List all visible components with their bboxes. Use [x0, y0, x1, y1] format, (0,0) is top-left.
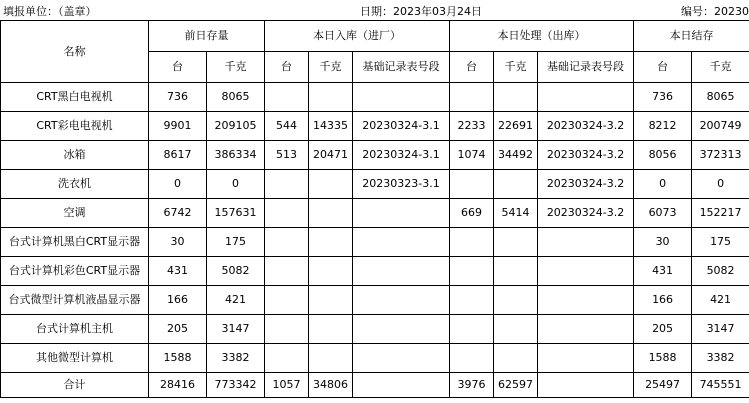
- report-header: [0, 0, 749, 20]
- cell-out-count[interactable]: [450, 257, 494, 286]
- cell-name[interactable]: 洗衣机: [1, 170, 149, 199]
- cell-prev-count[interactable]: 1588: [149, 344, 207, 373]
- cell-close-count[interactable]: 6073: [634, 199, 692, 228]
- table-total-row: [1, 373, 749, 398]
- cell-close-count[interactable]: 0: [634, 170, 692, 199]
- cell-prev-count[interactable]: 28416: [149, 373, 207, 398]
- cell-prev-count[interactable]: 736: [149, 83, 207, 112]
- cell-prev-count[interactable]: 0: [149, 170, 207, 199]
- cell-prev-count[interactable]: 30: [149, 228, 207, 257]
- cell-out-kg[interactable]: 62597: [494, 373, 538, 398]
- cell-out-count[interactable]: [450, 83, 494, 112]
- cell-close-kg[interactable]: 3147: [692, 315, 749, 344]
- cell-out-kg[interactable]: [494, 228, 538, 257]
- fill-unit-label: 填报单位：（盖章）: [3, 5, 97, 18]
- cell-out-basis[interactable]: [538, 315, 634, 344]
- column-header-processed[interactable]: 本日处理（出库）: [450, 21, 634, 52]
- cell-in-kg[interactable]: [309, 286, 353, 315]
- cell-prev-kg[interactable]: 421: [207, 286, 265, 315]
- cell-prev-kg[interactable]: 386334: [207, 141, 265, 170]
- subheader-out-count[interactable]: 台: [450, 52, 494, 83]
- cell-close-kg[interactable]: 745551: [692, 373, 749, 398]
- cell-in-count[interactable]: [265, 83, 309, 112]
- column-header-prev-stock[interactable]: 前日存量: [149, 21, 265, 52]
- cell-close-count[interactable]: 1588: [634, 344, 692, 373]
- cell-in-kg[interactable]: [309, 228, 353, 257]
- table-row: [1, 83, 749, 112]
- cell-in-count[interactable]: [265, 170, 309, 199]
- cell-close-kg[interactable]: 175: [692, 228, 749, 257]
- cell-in-basis[interactable]: [353, 83, 450, 112]
- subheader-in-basis[interactable]: 基础记录表号段: [353, 52, 450, 83]
- table-row: [1, 257, 749, 286]
- cell-in-count[interactable]: [265, 344, 309, 373]
- table-row: [1, 228, 749, 257]
- cell-out-kg[interactable]: [494, 286, 538, 315]
- cell-in-basis[interactable]: [353, 257, 450, 286]
- cell-close-kg[interactable]: 8065: [692, 83, 749, 112]
- cell-in-basis[interactable]: [353, 286, 450, 315]
- cell-in-count[interactable]: [265, 257, 309, 286]
- cell-close-count[interactable]: 736: [634, 83, 692, 112]
- cell-in-kg[interactable]: 34806: [309, 373, 353, 398]
- cell-name[interactable]: 其他微型计算机: [1, 344, 149, 373]
- table-row: [1, 344, 749, 373]
- cell-name[interactable]: 合计: [1, 373, 149, 398]
- cell-out-kg[interactable]: 5414: [494, 199, 538, 228]
- subheader-close-count[interactable]: 台: [634, 52, 692, 83]
- cell-in-count[interactable]: [265, 315, 309, 344]
- cell-out-kg[interactable]: [494, 257, 538, 286]
- cell-close-kg[interactable]: 372313: [692, 141, 749, 170]
- cell-prev-kg[interactable]: 175: [207, 228, 265, 257]
- cell-in-kg[interactable]: [309, 83, 353, 112]
- cell-in-basis[interactable]: [353, 199, 450, 228]
- cell-out-kg[interactable]: [494, 83, 538, 112]
- cell-prev-kg[interactable]: 3382: [207, 344, 265, 373]
- cell-prev-count[interactable]: 431: [149, 257, 207, 286]
- cell-out-basis[interactable]: 20230324-3.2: [538, 141, 634, 170]
- cell-close-kg[interactable]: 0: [692, 170, 749, 199]
- cell-close-count[interactable]: 166: [634, 286, 692, 315]
- table-row: [1, 315, 749, 344]
- cell-name[interactable]: CRT黑白电视机: [1, 83, 149, 112]
- cell-name[interactable]: 空调: [1, 199, 149, 228]
- table-row: [1, 286, 749, 315]
- cell-out-kg[interactable]: [494, 315, 538, 344]
- cell-name[interactable]: 台式计算机黑白CRT显示器: [1, 228, 149, 257]
- cell-out-basis[interactable]: 20230324-3.2: [538, 112, 634, 141]
- cell-out-basis[interactable]: [538, 257, 634, 286]
- cell-prev-kg[interactable]: 773342: [207, 373, 265, 398]
- report-serial-number: 编号：20230: [681, 5, 749, 18]
- cell-in-basis[interactable]: 20230324-3.1: [353, 112, 450, 141]
- cell-in-basis[interactable]: [353, 344, 450, 373]
- cell-name[interactable]: 台式计算机彩色CRT显示器: [1, 257, 149, 286]
- cell-out-count[interactable]: 2233: [450, 112, 494, 141]
- cell-in-basis[interactable]: 20230323-3.1: [353, 170, 450, 199]
- cell-out-basis[interactable]: [538, 83, 634, 112]
- cell-prev-count[interactable]: 166: [149, 286, 207, 315]
- cell-close-count[interactable]: 205: [634, 315, 692, 344]
- cell-out-basis[interactable]: [538, 373, 634, 398]
- cell-out-count[interactable]: 1074: [450, 141, 494, 170]
- cell-close-count[interactable]: 25497: [634, 373, 692, 398]
- table-row: [1, 141, 749, 170]
- cell-out-kg[interactable]: [494, 170, 538, 199]
- cell-prev-kg[interactable]: 157631: [207, 199, 265, 228]
- subheader-in-kg[interactable]: 千克: [309, 52, 353, 83]
- cell-in-kg[interactable]: [309, 344, 353, 373]
- cell-in-basis[interactable]: 20230324-3.1: [353, 141, 450, 170]
- table-row: [1, 112, 749, 141]
- cell-in-count[interactable]: [265, 199, 309, 228]
- subheader-in-count[interactable]: 台: [265, 52, 309, 83]
- table-row: [1, 199, 749, 228]
- cell-prev-count[interactable]: 8617: [149, 141, 207, 170]
- cell-close-kg[interactable]: 5082: [692, 257, 749, 286]
- cell-prev-count[interactable]: 6742: [149, 199, 207, 228]
- cell-in-kg[interactable]: [309, 257, 353, 286]
- table-body: [1, 83, 749, 398]
- cell-prev-kg[interactable]: 209105: [207, 112, 265, 141]
- cell-name[interactable]: 台式计算机主机: [1, 315, 149, 344]
- table-row: [1, 170, 749, 199]
- cell-close-kg[interactable]: 3382: [692, 344, 749, 373]
- cell-out-count[interactable]: [450, 344, 494, 373]
- cell-close-count[interactable]: 431: [634, 257, 692, 286]
- cell-in-kg[interactable]: 14335: [309, 112, 353, 141]
- cell-out-count[interactable]: [450, 286, 494, 315]
- cell-out-count[interactable]: 3976: [450, 373, 494, 398]
- cell-in-kg[interactable]: [309, 315, 353, 344]
- cell-in-count[interactable]: 513: [265, 141, 309, 170]
- cell-out-count[interactable]: [450, 315, 494, 344]
- cell-out-kg[interactable]: [494, 344, 538, 373]
- cell-out-count[interactable]: [450, 170, 494, 199]
- inventory-table: [0, 20, 749, 398]
- subheader-close-kg[interactable]: 千克: [692, 52, 749, 83]
- cell-out-basis[interactable]: 20230324-3.2: [538, 170, 634, 199]
- cell-prev-kg[interactable]: 3147: [207, 315, 265, 344]
- column-header-closing[interactable]: 本日结存: [634, 21, 749, 52]
- cell-out-basis[interactable]: 20230324-3.2: [538, 199, 634, 228]
- column-header-name[interactable]: 名称: [1, 21, 149, 83]
- subheader-out-kg[interactable]: 千克: [494, 52, 538, 83]
- cell-prev-kg[interactable]: 5082: [207, 257, 265, 286]
- cell-in-count[interactable]: [265, 228, 309, 257]
- cell-in-basis[interactable]: [353, 315, 450, 344]
- cell-prev-kg[interactable]: 8065: [207, 83, 265, 112]
- column-header-inbound[interactable]: 本日入库（进厂）: [265, 21, 450, 52]
- cell-in-count[interactable]: 544: [265, 112, 309, 141]
- cell-out-kg[interactable]: 34492: [494, 141, 538, 170]
- cell-out-basis[interactable]: [538, 344, 634, 373]
- subheader-prev-kg[interactable]: 千克: [207, 52, 265, 83]
- cell-in-count[interactable]: [265, 286, 309, 315]
- cell-out-count[interactable]: 669: [450, 199, 494, 228]
- cell-name[interactable]: CRT彩电电视机: [1, 112, 149, 141]
- cell-in-kg[interactable]: 20471: [309, 141, 353, 170]
- cell-in-basis[interactable]: [353, 228, 450, 257]
- cell-in-kg[interactable]: [309, 199, 353, 228]
- cell-prev-kg[interactable]: 0: [207, 170, 265, 199]
- cell-close-count[interactable]: 8056: [634, 141, 692, 170]
- cell-out-count[interactable]: [450, 228, 494, 257]
- cell-close-count[interactable]: 8212: [634, 112, 692, 141]
- cell-name[interactable]: 冰箱: [1, 141, 149, 170]
- cell-close-kg[interactable]: 200749: [692, 112, 749, 141]
- cell-close-kg[interactable]: 421: [692, 286, 749, 315]
- cell-out-basis[interactable]: [538, 228, 634, 257]
- cell-prev-count[interactable]: 205: [149, 315, 207, 344]
- cell-in-basis[interactable]: [353, 373, 450, 398]
- cell-out-basis[interactable]: [538, 286, 634, 315]
- cell-close-kg[interactable]: 152217: [692, 199, 749, 228]
- cell-name[interactable]: 台式微型计算机液晶显示器: [1, 286, 149, 315]
- subheader-prev-count[interactable]: 台: [149, 52, 207, 83]
- cell-in-kg[interactable]: [309, 170, 353, 199]
- cell-prev-count[interactable]: 9901: [149, 112, 207, 141]
- subheader-out-basis[interactable]: 基础记录表号段: [538, 52, 634, 83]
- cell-out-kg[interactable]: 22691: [494, 112, 538, 141]
- cell-close-count[interactable]: 30: [634, 228, 692, 257]
- report-date: 日期：2023年03月24日: [360, 5, 482, 18]
- cell-in-count[interactable]: 1057: [265, 373, 309, 398]
